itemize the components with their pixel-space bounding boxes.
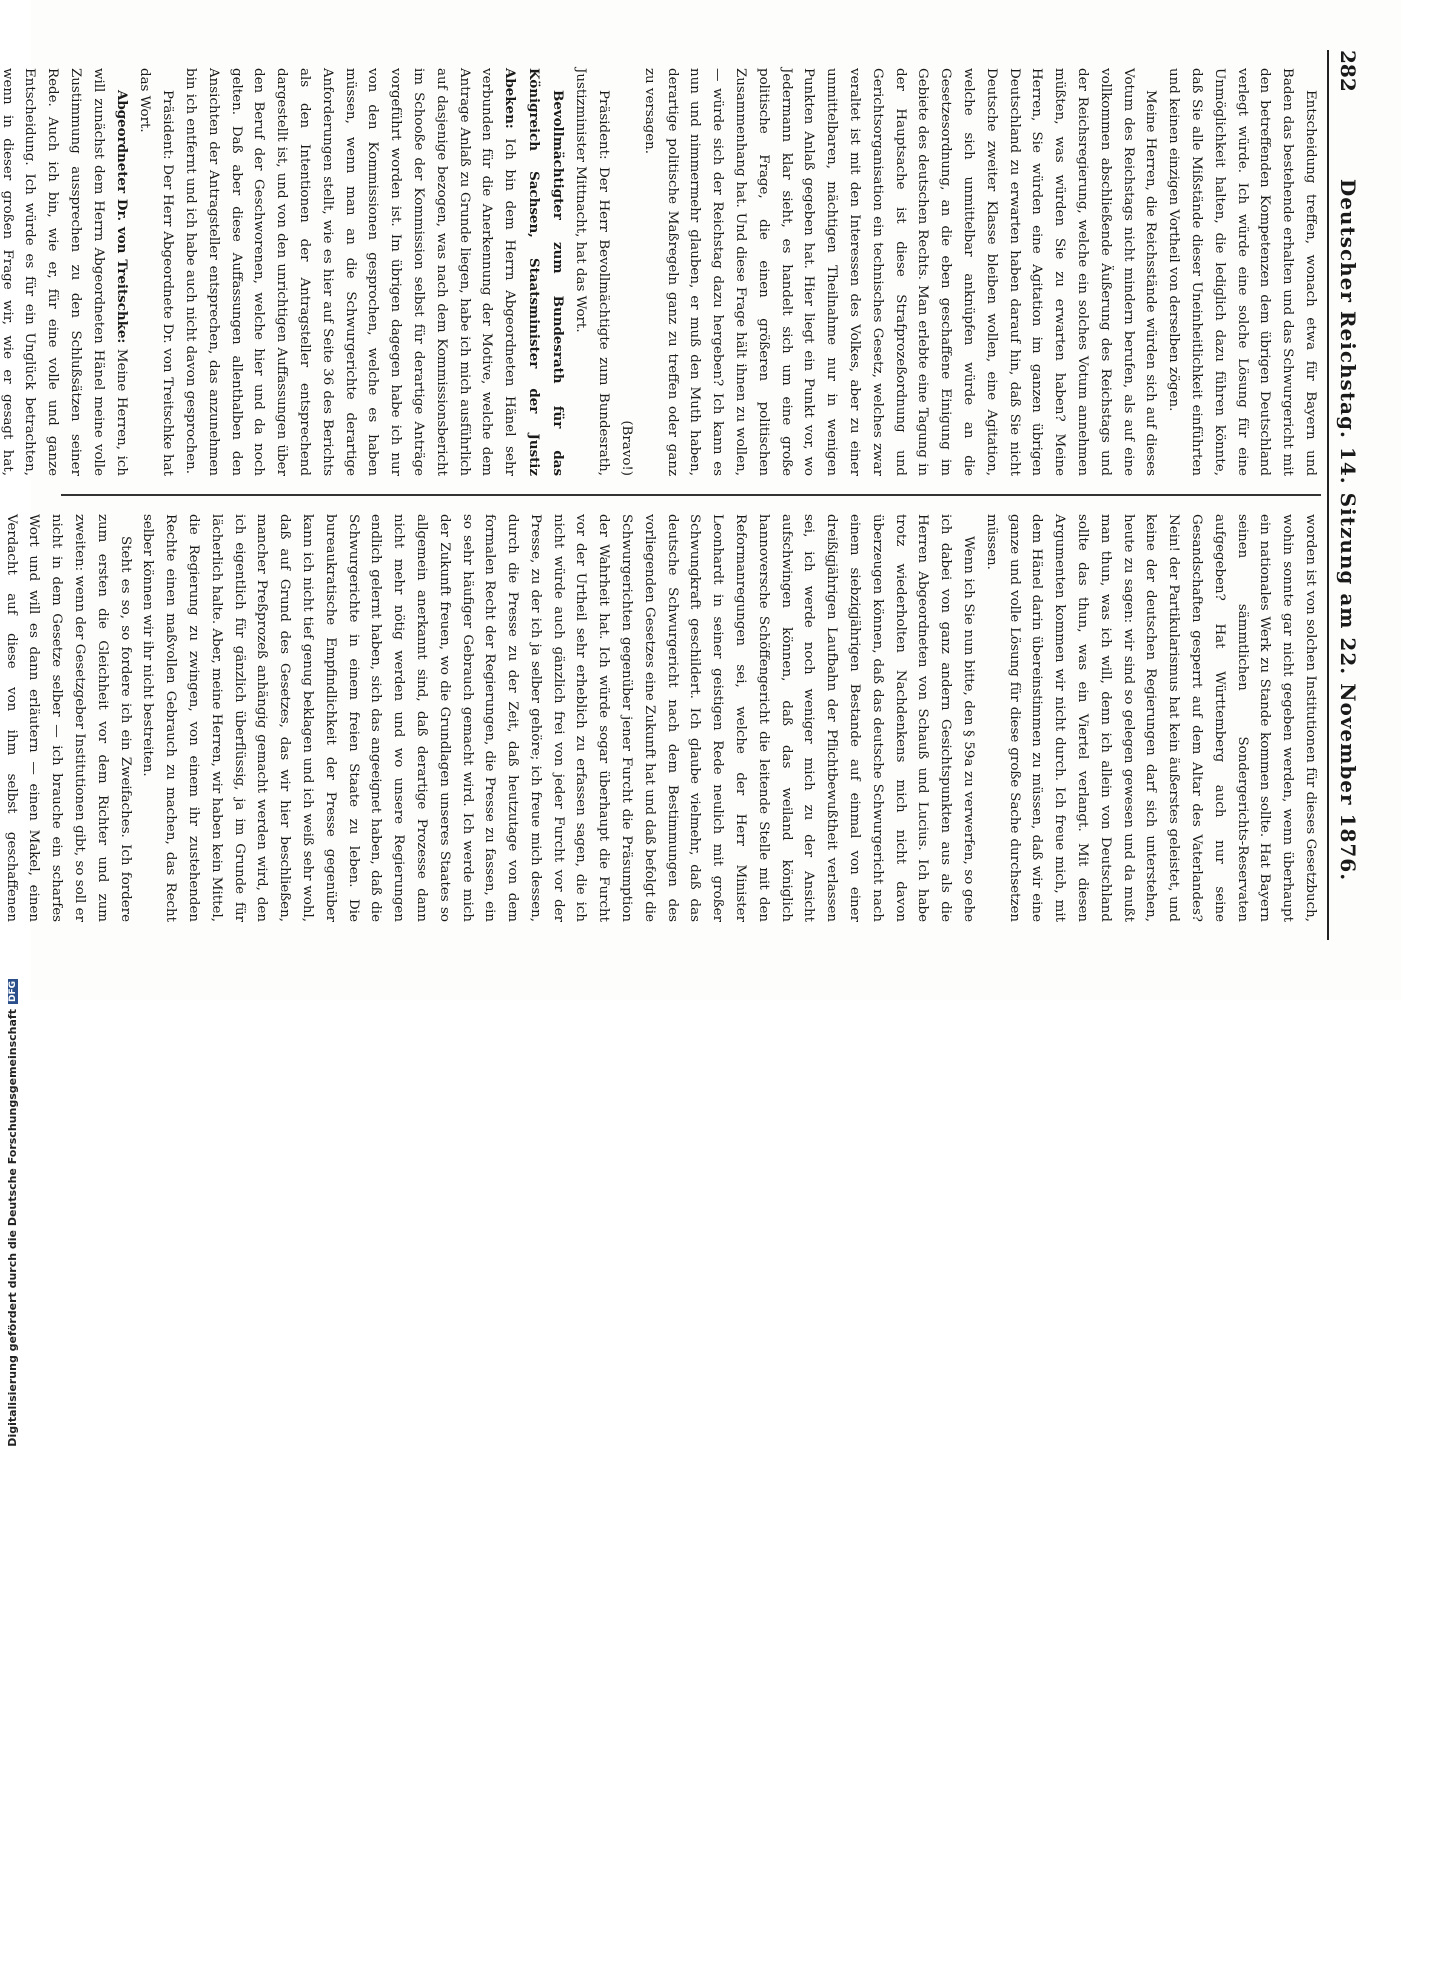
text-columns: [0, 50, 1321, 940]
page-header: [1333, 50, 1363, 940]
attribution-text-wrap: [6, 979, 19, 1969]
page-title: Deutscher Reichstag. 14. Sitzung am 22. November 1876.: [1336, 178, 1360, 882]
speech-text: Meine Herren, ich will zunächst dem Herrn Abgeordneten Hänel meine volle Zustimmung aussprechen zu den Schlußsätzen seiner Rede. Auch ich bin, wie er, für eine volle und ganze Entscheidung. Ich würde es für ein Unglück betrachten, wenn in dieser großen Frage wir, wie er gesagt hat,: [0, 68, 129, 476]
president-text: Präsident: Der Herr Abgeordnete Dr. von Treitschke hat das Wort.: [137, 68, 176, 476]
paragraph: Meine Herren, die Reichsstände würden sich auf dieses Votum des Reichstags nicht mindern berufen, als auf eine vollkommen abschließende Äußerung des Reichstags und der Reichsregierung, welche ein solches Votum annehmen müßten, was würden Sie zu erwarten haben? Meine Herren, Sie würden eine Agitation im ganzen übrigen Deutschland zu erwarten haben darauf hin, daß Sie nicht Deutsche zweiter Klasse bleiben wollen, eine Agitation, welche sich unmittelbar anknüpfen würde an die Gesetzesordnung, an die eben geschaffene Einigung im Gebiete des deutschen Rechts. Man erlebte eine Tagung in der Hauptsache ist diese Strafprozeßordnung und Gerichtsorganisation ein technisches Gesetz, welches zwar veraltet ist mit den Interessen des Volkes, aber zu einer unmittelbaren, mächtigen Theilnahme nur in wenigen Punkten Anlaß gegeben hat. Hier liegt ein Punkt vor, wo Jedermann klar sieht, es handelt sich um eine große politische Frage, die einen größeren politischen Zusammenhang hat. Und diese Frage hält ihnen zu wollen, — würde sich der Reichstag dazu hergeben? Ich kann es nun und nimmermehr glauben, er muß den Muth haben, derartige politische Maßregeln ganz zu treffen oder ganz zu versagen.: [641, 68, 1159, 476]
page-number: 282: [1336, 50, 1360, 92]
header-rule: [1327, 50, 1329, 940]
paragraph: Entscheidung treffen, wonach etwa für Bayern und Baden das bestehende erhalten und das Schwurgericht mit den betreffenden Kompetenzen dem übrigen Deutschland verlegt würde. Ich würde eine solche Lösung für eine Unmöglichkeit halten, die lediglich dazu führen könnte, daß Sie alle Mißstände dieser Uneinheitlichkeit einführten und keinen einzigen Vortheil von derselben zögen.: [1166, 68, 1318, 476]
president-line: [133, 68, 179, 476]
applause-note: (Bravo!): [619, 420, 635, 476]
paragraph: worden ist von solchen Institutionen für dieses Gesetzbuch, wohin sonnte gar nicht gegeben werden, wenn überhaupt ein nationales Werk zu Stande kommen sollte. Hat Bayern seinen sämmtlichen Sondergerichts-Reservaten aufgegeben? Hat Württemberg auch nur seine Gesandschaften gesperrt auf dem Altar des Vaterlandes? Nein! der Partikularismus hat kein äußerstes geleistet, und keine der deutschen Regierungen darf sich unterstehen, heute zu sagen: wir sind so gelegen gewesen und da mußt man thun, was ich will, denn ich allein von Deutschland sollte das thun, was ein Viertel verlangt. Mit diesen Argumenten kommen wir nicht durch. Ich freue mich, mit dem Hänel darin übereinstimmen zu müssen, daß wir eine ganze und volle Lösung für diese große Sache durchsetzen müssen.: [983, 514, 1318, 922]
president-line: [569, 68, 615, 476]
attribution-strip: [2, 0, 26, 1447]
president-text: Präsident: Der Herr Bevollmächtigte zum Bundesrath, Justizminister Mittnacht, hat das Wort.: [573, 68, 612, 476]
speaker-paragraph: [178, 68, 569, 476]
dfg-logo: DFG: [7, 981, 18, 1003]
left-column: [0, 50, 1321, 494]
paragraph: Wenn ich Sie nun bitte, den § 59a zu verwerfen, so gehe ich dabei von ganz andern Gesichtspunkten aus als die Herren Abgeordneten von Schauß und Lucius. Ich habe trotz wiederholten Nachdenkens mich nicht davon überzeugen können, daß das deutsche Schwurgericht nach einem siebzigjährigen Bestande auf einmal von einer dreißigjährigen Laufbahn der Pflichtbewußtheit verlassen sei, ich werde noch weniger mich zu der Ansicht aufschwingen können, daß das weiland königlich hannoversche Schöffengericht die leitende Stelle mit den Reformanregungen sei, welche der Herr Minister Leonhardt in seiner geistigen Rede neulich mit großer Schwungkraft geschildert. Ich glaube vielmehr, daß das deutsche Schwurgericht nach dem Bestimmungen des vorliegenden Gesetzes eine Zukunft hat und daß befolgt die Schwurgerichten gegenüber jener Furcht die Präsumption der Wahrheit hat. Ich würde sogar überhaupt die Furcht vor der Urtheil sehr erheblich zu erfassen sagen, die ich nicht würde auch gänzlich frei von jeder Furcht vor der Presse, zu der ich ja selber gehöre; ich freue mich dessen, durch die Presse zu der Zeit, daß heutzutage von dem formalen Recht der Regierungen, die Presse zu fassen, ein so sehr häufiger Gebrauch gemacht wird. Ich werde mich der Zukunft freuen, wo die Grundlagen unseres Staates so allgemein anerkannt sind, daß derartige Prozesse dann nicht mehr nötig werden und wo unsere Regierungen endlich gelernt haben, sich das angeeignet haben, daß die Schwurgerichte in einem freien Staate zu leben. Die bureaukratische Empfindlichkeit der Presse gegenüber kann ich nicht tief genug beklagen und ich weiß sehr wohl, daß auf Grund des Gesetzes, das wir hier beschließen, mancher Preßprozeß anhängig gemacht werden wird, den ich eigentlich für gänzlich überflüssig, ja im Grunde für lächerlich halte. Aber, meine Herren, wir haben kein Mittel, die Regierung zu zwingen, von einem ihr zustehenden Rechte einen maßvollen Gebrauch zu machen, das Recht selber können wir ihr nicht bestreiten.: [140, 514, 977, 922]
speech-text: Ich bin dem Herrn Abgeordneten Hänel sehr verbunden für die Anerkennung der Motive, welche dem Antrage Anlaß zu Grunde liegen, habe ich mich ausführlich auf dasjenige bezogen, was nach dem Kommissionsbericht im Schooße der Kommission selbst für derartige Anträge vorgeführt worden ist. Im übrigen dagegen habe ich nur von den Kommissionen gesprochen, welche es haben müssen, wenn man an die Schwurgerichte derartige Anforderungen stellt, wie es hier auf Seite 36 des Berichts als den Intentionen der Antragsteller entsprechend dargestellt ist, und von den unrichtigen Auffassungen über den Beruf der Geschworenen, welche hier und da noch gelten. Daß aber diese Auffassungen allenthalben den Ansichten der Antragsteller entsprechen, das anzunehmen bin ich entfernt und ich habe auch nicht davon gesprochen.: [182, 68, 518, 476]
speaker-name: Abgeordneter Dr. von Treitschke:: [113, 90, 130, 344]
speaker-name: Bevollmächtigter zum Bundesrath für das Königreich Sachsen, Staatsminister der Justiz Abeken:: [502, 68, 566, 476]
attribution-text: Digitalisierung gefördert durch die Deutsche Forschungsgemeinschaft: [6, 1009, 19, 1447]
paragraph: Steht es so, so fordere ich ein Zweifaches. Ich fordere zum ersten die Gleichheit vor dem Richter und zum zweiten: wenn der Gesetzgeber Institutionen gibt, so soll er nicht in dem Gesetze selber — ich brauche ein scharfes Wort und will es dann erläutern — einen Makel, einen Verdacht auf diese von ihm selbst geschaffenen: [3, 514, 133, 922]
right-column: [3, 496, 1321, 940]
